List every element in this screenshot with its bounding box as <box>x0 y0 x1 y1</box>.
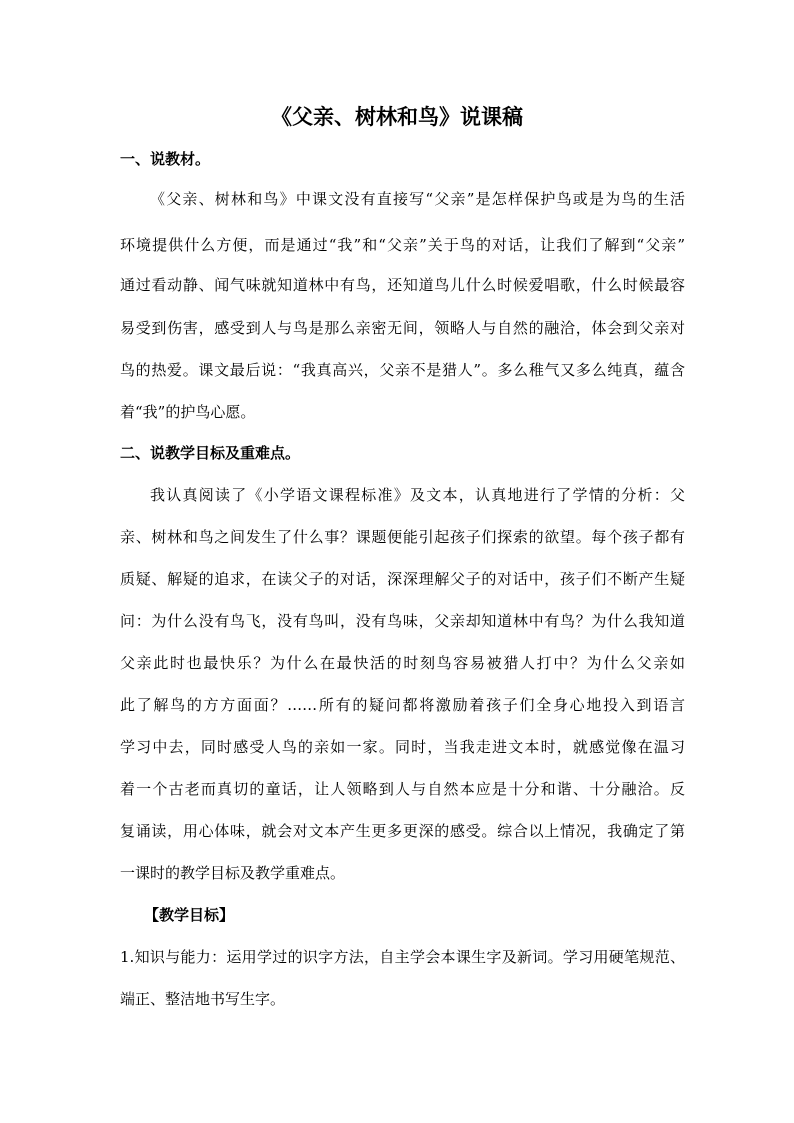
paragraph-line: 质疑、解疑的追求，在读父子的对话，深深理解父子的对话中，孩子们不断产生疑 <box>120 570 685 588</box>
paragraph-line: 着“我”的护鸟心愿。 <box>120 403 256 421</box>
paragraph-line: 通过看动静、闻气味就知道林中有鸟，还知道鸟儿什么时候爱唱歌，什么时候最容 <box>120 276 685 294</box>
document-title: 《父亲、树林和鸟》说课稿 <box>271 104 523 129</box>
paragraph-line: 《父亲、树林和鸟》中课文没有直接写“父亲”是怎样保护鸟或是为鸟的生活 <box>150 190 685 208</box>
section-heading-goals-and-key-points: 二、说教学目标及重难点。 <box>120 444 301 462</box>
paragraph-line: 着一个古老而真切的童话，让人领略到人与自然本应是十分和谐、十分融洽。反 <box>120 780 685 798</box>
paragraph-line: 1.知识与能力：运用学过的识字方法，自主学会本课生字及新词。学习用硬笔规范、 <box>120 948 685 966</box>
paragraph-line: 问：为什么没有鸟飞，没有鸟叫，没有鸟味，父亲却知道林中有鸟？为什么我知道 <box>120 612 685 630</box>
paragraph-line: 父亲此时也最快乐？为什么在最快活的时刻鸟容易被猎人打中？为什么父亲如 <box>120 654 685 672</box>
paragraph-line: 我认真阅读了《小学语文课程标准》及文本，认真地进行了学情的分析：父 <box>150 486 685 504</box>
paragraph-line: 亲、树林和鸟之间发生了什么事？课题便能引起孩子们探索的欲望。每个孩子都有 <box>120 528 685 546</box>
paragraph-line: 环境提供什么方便，而是通过“我”和“父亲”关于鸟的对话，让我们了解到“父亲” <box>120 236 685 254</box>
paragraph-line: 易受到伤害，感受到人与鸟是那么亲密无间，领略人与自然的融洽，体会到父亲对 <box>120 319 685 337</box>
paragraph-line: 端正、整洁地书写生字。 <box>120 990 286 1008</box>
paragraph-line: 复诵读，用心体味，就会对文本产生更多更深的感受。综合以上情况，我确定了第 <box>120 822 685 840</box>
paragraph-line: 鸟的热爱。课文最后说：“我真高兴，父亲不是猎人”。多么稚气又多么纯真，蕴含 <box>120 361 685 379</box>
paragraph-line: 学习中去，同时感受人鸟的亲如一家。同时，当我走进文本时，就感觉像在温习 <box>120 738 685 756</box>
section-heading-teaching-material: 一、说教材。 <box>120 150 211 168</box>
paragraph-line: 此了解鸟的方方面面？……所有的疑问都将激励着孩子们全身心地投入到语言 <box>120 696 685 714</box>
paragraph-line: 一课时的教学目标及教学重难点。 <box>120 864 346 882</box>
subsection-heading-teaching-goals: 【教学目标】 <box>144 906 235 924</box>
